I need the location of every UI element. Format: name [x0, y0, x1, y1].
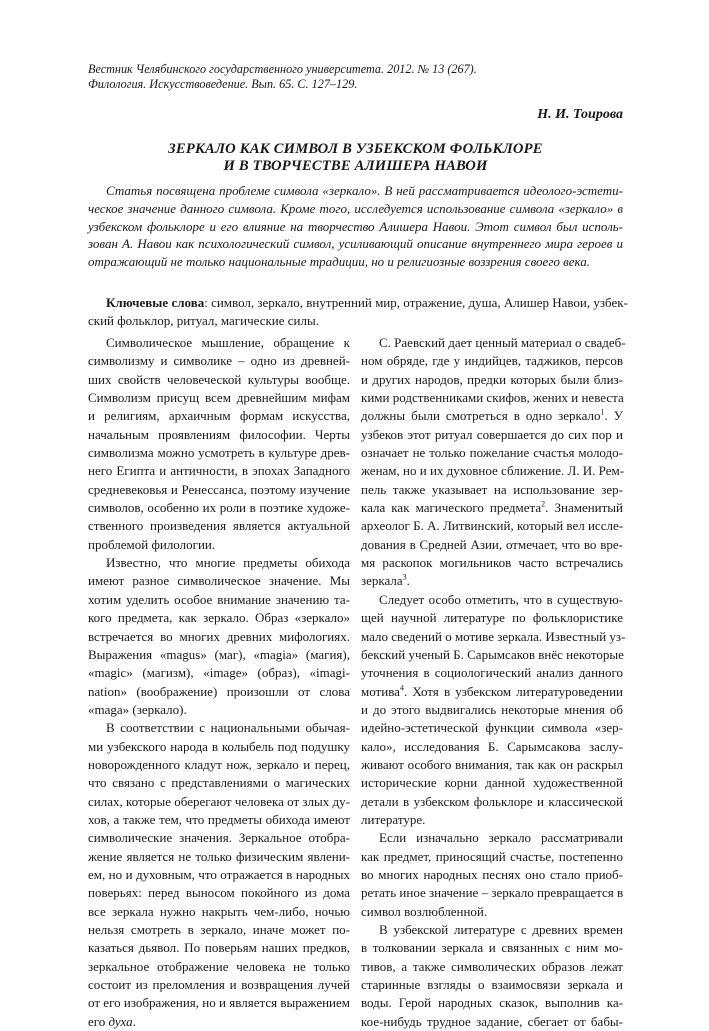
line-text: пель также указывает на использование зер-	[361, 481, 623, 497]
line-text: Следует особо отметить, что в существую-	[379, 591, 623, 607]
text-line	[361, 462, 623, 480]
line-text: ших свойств человеческой культуры вообще.	[88, 371, 350, 387]
line-text: все зеркала нужно накрыть чем-либо, ночью	[88, 903, 350, 919]
keywords-label: Ключевые слова	[106, 295, 205, 310]
article-title	[88, 141, 623, 175]
text-line	[88, 517, 350, 535]
line-text: тивов, а также символических образов лежат	[361, 958, 623, 974]
line-text: узбеков этот ритуал совершается до сих пор и	[361, 426, 623, 442]
line-text: женам, но и их духовное сближение. Л. И. Рем-	[361, 463, 625, 479]
text-line	[88, 793, 350, 811]
line-text: него Египта и античности, в эпохах Западного	[88, 463, 350, 479]
text-line	[88, 352, 350, 370]
line-text: исторические корни данной художественной	[361, 775, 623, 791]
text-line	[88, 958, 350, 976]
body-column-left	[88, 334, 350, 1031]
line-text: кими родственниками скифов, жених и невеста	[361, 390, 624, 406]
text-line	[88, 884, 350, 902]
text-line	[88, 389, 350, 407]
line-text-after: . Знаменитый	[545, 500, 623, 516]
text-line	[361, 371, 623, 389]
line-text: воды. Герой народных сказок, выполнив ка-	[361, 995, 623, 1011]
text-line	[88, 866, 350, 884]
text-line	[361, 481, 623, 499]
line-text: символов, особенно их роли в поэтике художе-	[88, 500, 350, 516]
line-text: его	[88, 1013, 109, 1029]
line-text: и других народов, предки которых были близ-	[361, 371, 623, 387]
abstract	[88, 182, 623, 271]
line-text: зеркала	[361, 573, 403, 589]
abstract-line: отражающий не только национальные традиции, но и религиозные воззрения своего века.	[88, 254, 591, 270]
text-line	[88, 628, 350, 646]
footnote-ref[interactable]: 4	[399, 683, 404, 693]
line-text: Символическое мышление, обращение к	[106, 335, 350, 350]
text-line	[361, 334, 626, 352]
text-line	[361, 628, 626, 646]
text-line	[88, 499, 350, 517]
line-text: и религиям, архаичным формам искусства,	[88, 408, 350, 424]
line-text: археолог Б. А. Литвинский, который вел иссле-	[361, 518, 624, 534]
journal-line-2: Филология. Искусствоведение. Вып. 65. С. 127–129.	[88, 77, 358, 91]
text-line	[361, 664, 623, 682]
line-text: ственного произведения является актуальной	[88, 518, 350, 534]
text-line	[361, 774, 623, 792]
text-line	[88, 407, 350, 425]
line-text: начальным проявлениям философии. Черты	[88, 426, 350, 442]
line-text: новорожденного кладут нож, зеркало и перец,	[88, 756, 350, 772]
body-column-right	[361, 334, 626, 1031]
line-text: литературе.	[361, 811, 426, 827]
line-text: живают особого внимания, так как он раскрыл	[361, 756, 623, 772]
text-line	[361, 976, 623, 994]
line-text: хотим уделить особое внимание значению та-	[88, 591, 350, 607]
text-line	[361, 554, 623, 572]
line-text: как предмет, приносящий счастье, постепенно	[361, 848, 623, 864]
line-text: «magic» (магизм), «image» (образ), «imagi-	[88, 665, 350, 681]
line-text: Если изначально зеркало рассматривали	[379, 830, 623, 846]
journal-line-1: Вестник Челябинского государственного университета. 2012. № 13 (267).	[88, 62, 477, 76]
text-line	[88, 481, 350, 499]
text-line	[361, 738, 623, 756]
line-text: детали в узбекском фольклоре и классической	[361, 793, 623, 809]
text-line	[88, 976, 350, 994]
line-text: ем, но и духовным, что отражается в народных	[88, 866, 350, 882]
line-text-after: . Хотя в узбекском литературоведении	[403, 683, 623, 699]
text-line	[361, 389, 623, 407]
line-text: проблемой филологии.	[88, 536, 216, 552]
line-text: кое-нибудь трудное задание, сбегает от бабы-	[361, 1013, 623, 1029]
line-text: нельзя смотреть в зеркало, иначе может по-	[88, 922, 350, 937]
line-text-after: .	[132, 1013, 136, 1029]
text-line	[361, 958, 623, 976]
text-line	[88, 371, 350, 389]
line-text: мотива	[361, 683, 400, 699]
text-line	[88, 848, 350, 866]
text-line	[88, 683, 350, 701]
text-line	[361, 517, 623, 535]
text-line	[361, 646, 623, 664]
line-text: зеркальное отображение человека не только	[88, 958, 350, 974]
text-line	[88, 921, 350, 939]
line-text: символизму и символике – одно из древней-	[88, 353, 350, 369]
line-text: казаться дьявол. По поверьям наших предков,	[88, 940, 350, 956]
line-text: Символизм присущ всем древнейшим мифам	[88, 390, 350, 406]
line-text: В соответствии с национальными обычая-	[106, 720, 350, 736]
text-line	[361, 719, 623, 737]
keywords-line-1	[88, 294, 628, 312]
text-line	[88, 738, 350, 756]
line-text: средневековья и Ренессанса, поэтому изучение	[88, 481, 350, 497]
line-text: символ возлюбленной.	[361, 903, 488, 919]
line-text: что связано с представлениями о магических	[88, 775, 350, 791]
line-text: С. Раевский дает ценный материал о свадеб-	[379, 335, 626, 350]
line-text: щей научной литературе по фольклористике	[361, 610, 623, 626]
text-line	[361, 444, 623, 462]
keywords-text-1: : символ, зеркало, внутренний мир, отражение, душа, Алишер Навои, узбек-	[204, 295, 628, 310]
line-text: в толковании зеркала и связанных с ним мо-	[361, 940, 623, 956]
text-line	[88, 426, 350, 444]
line-text: бекский ученый Б. Сарымсаков внёс некоторые	[361, 646, 624, 662]
line-text: Выражения «magus» (маг), «magia» (магия),	[88, 646, 350, 662]
line-text: и до этого выдвигались некоторые мнения об	[361, 701, 623, 717]
text-line	[88, 646, 350, 664]
line-text: символизма можно усмотреть в культуре древ-	[88, 445, 350, 461]
line-text: старинные взгляды о взаимосвязи зеркала и	[361, 977, 623, 993]
line-text: nation» (воображение) произошли от слова	[88, 683, 350, 699]
text-line	[361, 756, 623, 774]
author-name: Н. И. Тоирова	[537, 107, 623, 122]
keywords-block	[88, 294, 628, 330]
line-text: ретать иное значение – зеркало превращается в	[361, 885, 624, 901]
line-text: имеют разное символическое значение. Мы	[88, 573, 350, 589]
line-text: уточнения в социологический анализ данного	[361, 665, 623, 681]
text-line	[88, 609, 350, 627]
text-line	[88, 994, 350, 1012]
footnote-ref[interactable]: 2	[541, 499, 546, 509]
text-line	[88, 444, 350, 462]
line-text: ми узбекского народа в колыбель под подушку	[88, 738, 350, 754]
text-line	[88, 756, 350, 774]
abstract-line: Статья посвящена проблеме символа «зеркало». В ней рассматривается идеолого-эстети-	[106, 183, 623, 198]
text-line	[361, 829, 623, 847]
abstract-line: узбекском фольклоре и его влияние на творчество Алишера Навои. Этот символ был исполь-	[88, 218, 623, 234]
text-line	[88, 536, 350, 554]
text-line	[361, 701, 623, 719]
line-text: идейно-эстетической функции символа «зер-	[361, 720, 623, 736]
text-line	[361, 683, 623, 701]
line-text: означает не только пожелание счастья молодо-	[361, 445, 623, 461]
text-line	[361, 499, 623, 517]
text-line	[88, 701, 350, 719]
text-line	[361, 921, 623, 939]
line-text: символические значения. Зеркальное отобра-	[88, 830, 350, 846]
text-line	[88, 811, 350, 829]
text-line	[361, 536, 623, 554]
text-line	[361, 407, 623, 425]
line-text: жение является не только физическим явлени-	[88, 848, 350, 864]
text-line	[88, 664, 350, 682]
text-line	[88, 572, 350, 590]
line-text: кого предмета, как зеркало. Образ «зеркало»	[88, 610, 350, 626]
line-text: должны были смотреться в одно зеркало	[361, 408, 601, 424]
line-text: во многих народных песнях оно стало приоб-	[361, 866, 623, 882]
footnote-ref[interactable]: 1	[600, 408, 605, 418]
title-line-2: И В ТВОРЧЕСТВЕ АЛИШЕРА НАВОИ	[223, 158, 488, 174]
line-text: «maga» (зеркало).	[88, 701, 187, 717]
line-text: дования в Средней Азии, отмечает, что во вре-	[361, 536, 623, 552]
text-line	[361, 1013, 623, 1031]
text-line	[361, 572, 623, 590]
line-text: В узбекской литературе с древних времен	[379, 922, 623, 937]
line-text: мало сведений о мотиве зеркала. Известный уз-	[361, 628, 626, 644]
text-line	[88, 719, 350, 737]
text-line	[361, 811, 623, 829]
keywords-line-2: ский фольклор, ритуал, магические силы.	[88, 313, 319, 328]
text-line	[361, 793, 623, 811]
text-line	[361, 591, 623, 609]
line-text-after: .	[406, 573, 410, 589]
abstract-line: ческое значение данного символа. Кроме того, исследуется использование символа «зеркало» в	[88, 200, 623, 216]
text-line	[88, 462, 350, 480]
text-line	[361, 352, 623, 370]
text-line	[88, 829, 350, 847]
line-text: Известно, что многие предметы обихода	[106, 555, 350, 571]
text-line	[361, 994, 623, 1012]
text-line	[361, 426, 623, 444]
line-text: поверьях: перед выносом покойного из дома	[88, 885, 350, 901]
line-text: мя раскопок могильников часто встречались	[361, 555, 623, 571]
text-line	[88, 1013, 350, 1031]
text-line	[88, 591, 350, 609]
line-text: кало», исследования Б. Сарымсакова заслу-	[361, 738, 623, 754]
text-line	[361, 903, 623, 921]
text-line	[88, 334, 350, 352]
journal-citation	[88, 62, 477, 92]
italic-word: духа	[108, 1013, 133, 1029]
line-text: силах, которые оберегают человека от злых ду-	[88, 793, 350, 809]
line-text-after: . У	[604, 408, 623, 424]
text-line	[88, 554, 350, 572]
line-text: хов, а также тем, что предметы обихода имеют	[88, 811, 350, 827]
text-line	[361, 866, 623, 884]
text-line	[361, 939, 623, 957]
footnote-ref[interactable]: 3	[402, 573, 407, 583]
text-line	[361, 609, 623, 627]
line-text: состоит из преломления и возвращения лучей	[88, 977, 350, 993]
title-line-1: ЗЕРКАЛО КАК СИМВОЛ В УЗБЕКСКОМ ФОЛЬКЛОРЕ	[168, 141, 543, 157]
text-line	[88, 939, 350, 957]
line-text: встречается во многих древних мифологиях.	[88, 628, 350, 644]
line-text: ном обряде, где у индийцев, таджиков, персов	[361, 353, 623, 369]
line-text: кала как магического предмета	[361, 500, 542, 516]
text-line	[88, 774, 350, 792]
line-text: от его изображения, но и является выражением	[88, 995, 350, 1011]
abstract-line: зован А. Навои как психологический символ, усиливающий описание внутреннего мира героев и	[88, 236, 623, 252]
text-line	[88, 903, 350, 921]
text-line	[361, 848, 623, 866]
text-line	[361, 884, 623, 902]
